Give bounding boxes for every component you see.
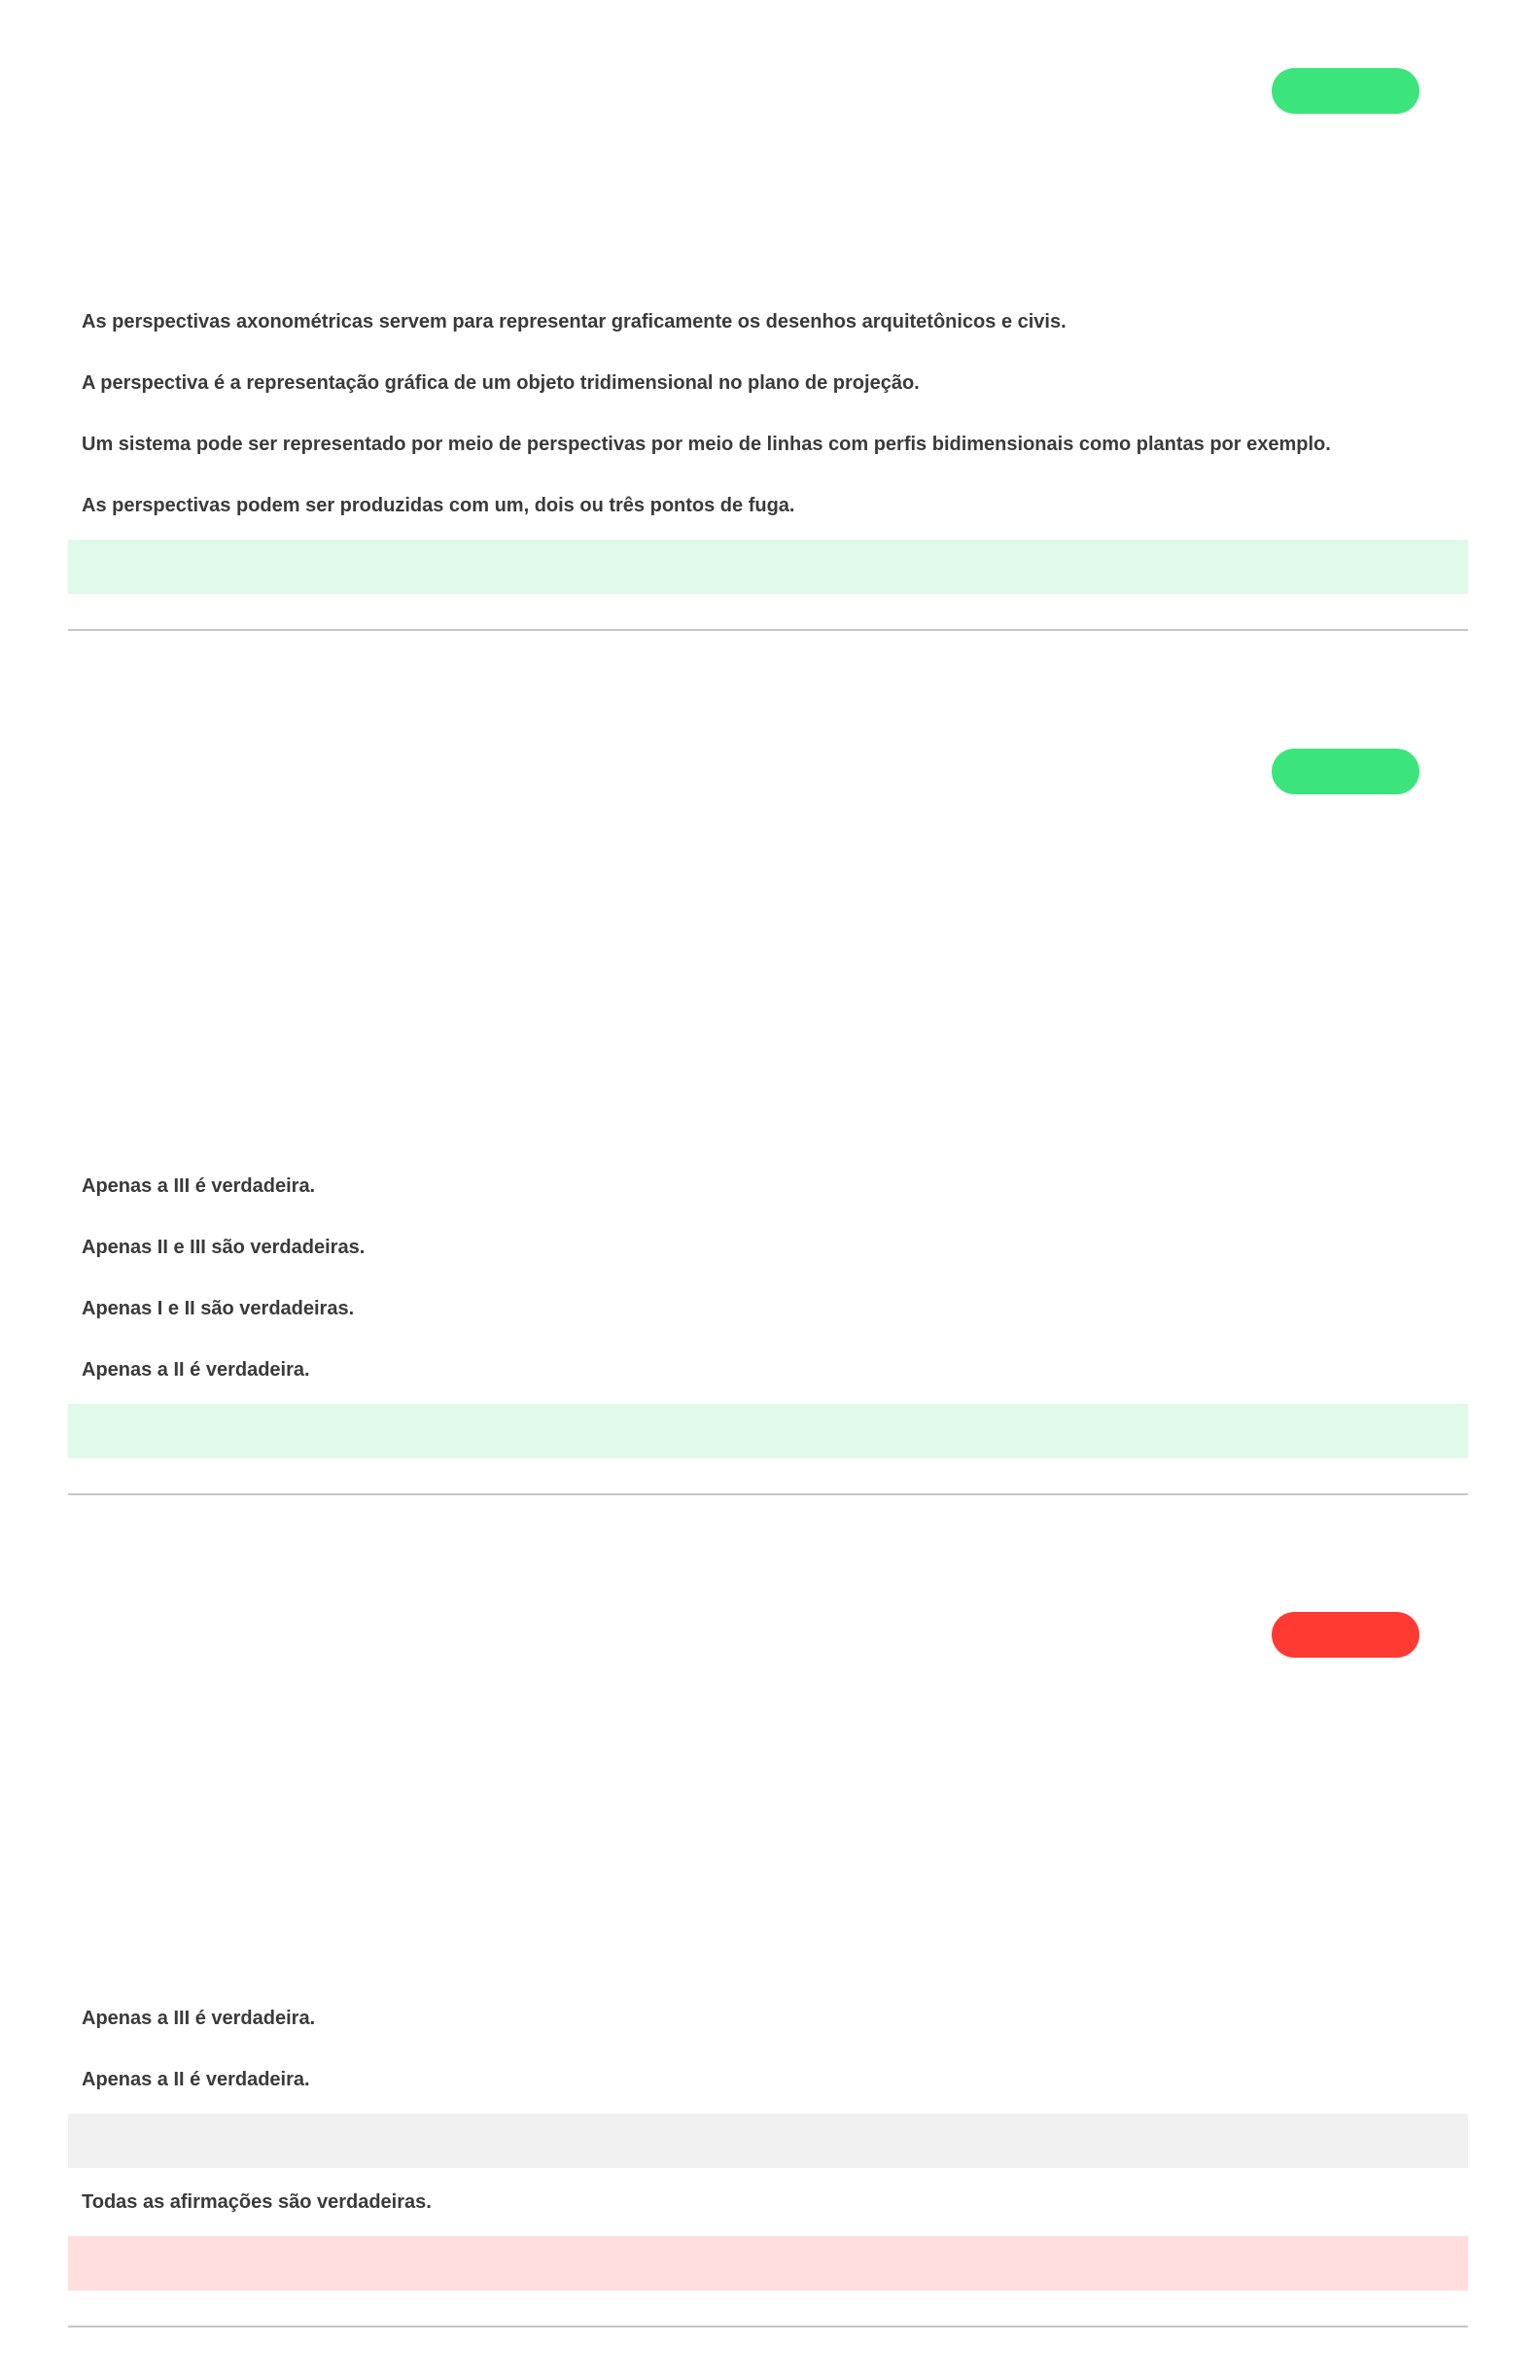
question-2-option-d[interactable]: Apenas a II é verdadeira.: [82, 1358, 310, 1381]
question-3-option-e-wrong[interactable]: [68, 2236, 1468, 2291]
question-1-option-e-correct[interactable]: [68, 540, 1468, 594]
question-2-option-a[interactable]: Apenas a III é verdadeira.: [82, 1174, 316, 1197]
question-2-status-badge: [1272, 749, 1419, 794]
question-divider: [68, 2326, 1468, 2328]
question-3-option-a[interactable]: Apenas a III é verdadeira.: [82, 2007, 316, 2029]
question-2-option-b[interactable]: Apenas II e III são verdadeiras.: [82, 1236, 366, 1258]
question-1-status-badge: [1272, 68, 1419, 114]
question-2-option-c[interactable]: Apenas I e II são verdadeiras.: [82, 1297, 355, 1319]
question-divider: [68, 1493, 1468, 1495]
question-3-option-b[interactable]: Apenas a II é verdadeira.: [82, 2068, 310, 2090]
question-1-option-a[interactable]: As perspectivas axonométricas servem para representar graficamente os desenhos arquitetônicos e civis.: [82, 310, 1067, 332]
question-3-status-badge: [1272, 1612, 1419, 1658]
question-1-option-b[interactable]: A perspectiva é a representação gráfica de um objeto tridimensional no plano de projeção.: [82, 371, 920, 394]
question-1-option-c[interactable]: Um sistema pode ser representado por meio de perspectivas por meio de linhas com perfis bidimensionais como plantas por exemplo.: [82, 433, 1331, 455]
question-2-option-e-correct[interactable]: [68, 1404, 1468, 1458]
question-3-option-d[interactable]: Todas as afirmações são verdadeiras.: [82, 2190, 432, 2213]
question-1-option-d[interactable]: As perspectivas podem ser produzidas com um, dois ou três pontos de fuga.: [82, 494, 795, 516]
question-divider: [68, 629, 1468, 631]
question-3-option-c[interactable]: [68, 2114, 1468, 2168]
